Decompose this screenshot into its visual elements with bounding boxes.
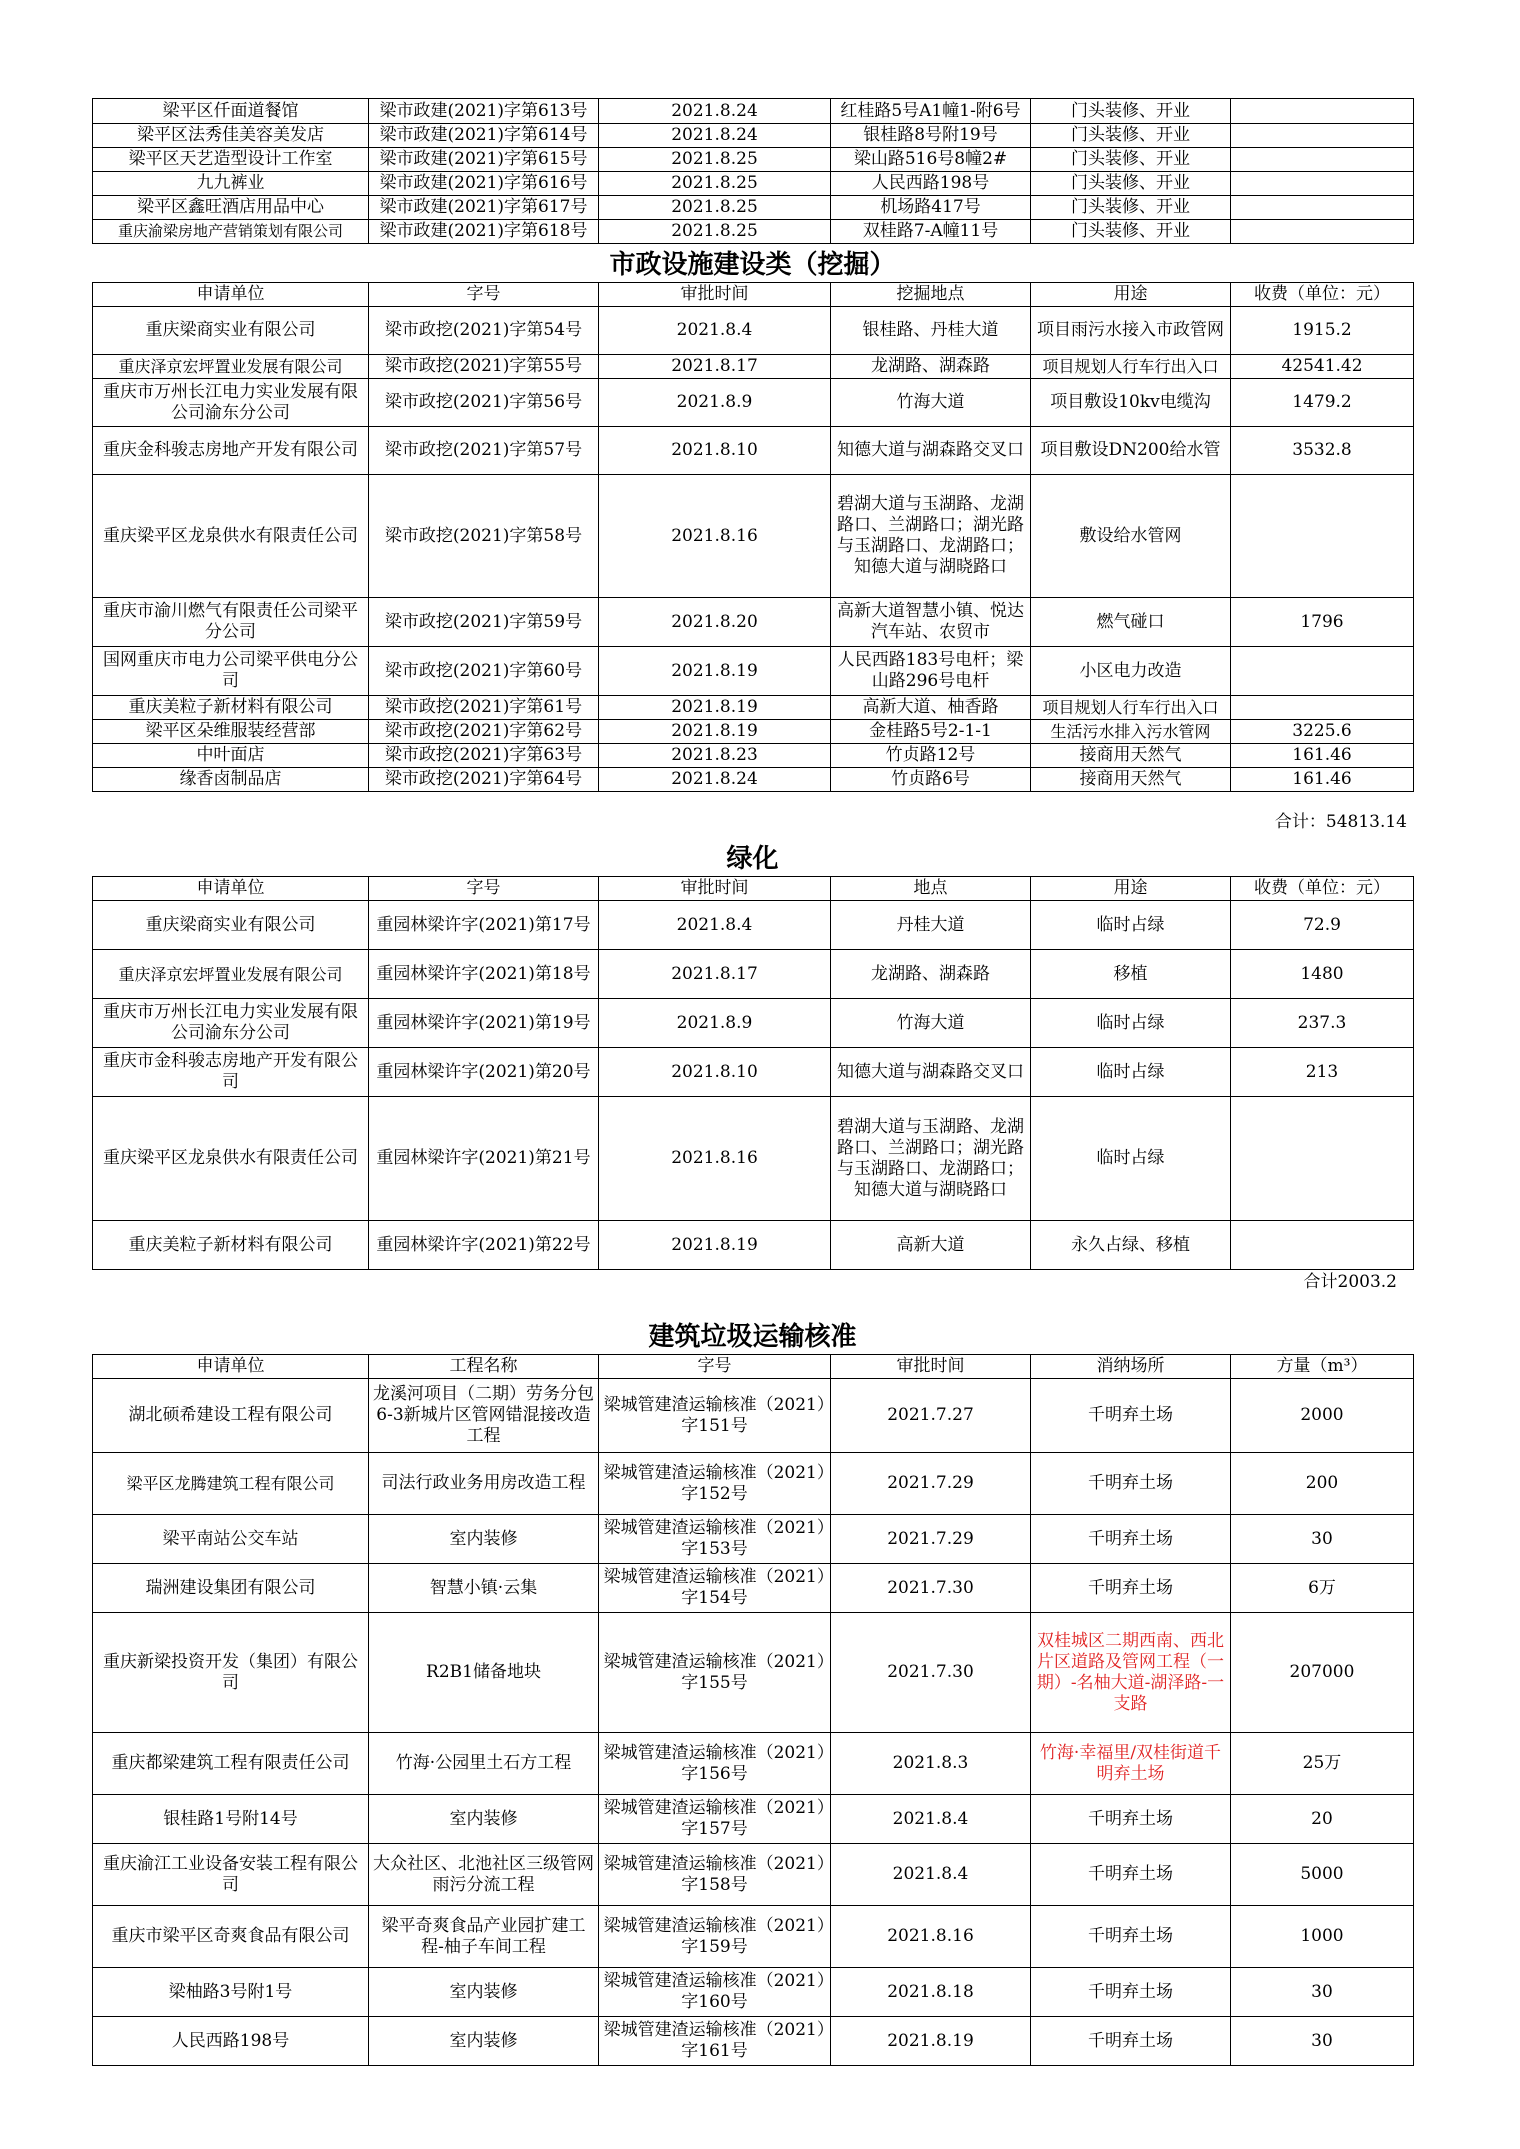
approval-date-cell: 2021.8.19 (599, 696, 831, 720)
applicant-cell: 缘香卤制品店 (93, 768, 369, 792)
fee-cell (1231, 1097, 1414, 1221)
permit-number-cell: 梁市政挖(2021)字第59号 (369, 598, 599, 647)
approval-date-cell: 2021.8.18 (831, 1968, 1031, 2017)
location-cell: 机场路417号 (831, 196, 1031, 220)
approval-date-cell: 2021.8.3 (831, 1733, 1031, 1795)
applicant-cell: 人民西路198号 (93, 2017, 369, 2066)
table-row (93, 696, 1414, 720)
approval-date-cell: 2021.8.24 (599, 124, 831, 148)
location-cell: 高新大道 (831, 1221, 1031, 1270)
purpose-cell: 门头装修、开业 (1031, 172, 1231, 196)
purpose-cell: 项目敷设10kv电缆沟 (1031, 379, 1231, 427)
volume-cell: 30 (1231, 1515, 1414, 1564)
project-name-cell: 室内装修 (369, 1968, 599, 2017)
applicant-cell: 重庆市渝川燃气有限责任公司梁平分公司 (93, 598, 369, 647)
permit-number-cell: 重园林梁许字(2021)第18号 (369, 950, 599, 999)
location-cell: 竹海大道 (831, 999, 1031, 1048)
approval-date-cell: 2021.8.9 (599, 379, 831, 427)
approval-date-cell: 2021.7.30 (831, 1613, 1031, 1733)
disposal-site-cell: 千明弃土场 (1031, 1453, 1231, 1515)
disposal-site-cell: 千明弃土场 (1031, 2017, 1231, 2066)
construction-waste-table (92, 1354, 1414, 2066)
applicant-cell: 重庆渝梁房地产营销策划有限公司 (93, 220, 369, 244)
location-cell: 高新大道、柚香路 (831, 696, 1031, 720)
purpose-cell: 门头装修、开业 (1031, 196, 1231, 220)
purpose-cell: 敷设给水管网 (1031, 475, 1231, 598)
location-cell: 丹桂大道 (831, 901, 1031, 950)
approval-date-cell: 2021.8.9 (599, 999, 831, 1048)
permit-number-cell: 梁城管建渣运输核准（2021）字161号 (599, 2017, 831, 2066)
permit-number-cell: 梁市政建(2021)字第613号 (369, 99, 599, 124)
purpose-cell: 生活污水排入污水管网 (1031, 720, 1231, 744)
approval-date-cell: 2021.8.4 (599, 307, 831, 355)
applicant-cell: 重庆新梁投资开发（集团）有限公司 (93, 1613, 369, 1733)
disposal-site-cell: 千明弃土场 (1031, 1906, 1231, 1968)
location-cell: 金桂路5号2-1-1 (831, 720, 1031, 744)
fee-cell (1231, 696, 1414, 720)
permit-number-cell: 梁市政建(2021)字第616号 (369, 172, 599, 196)
permit-number-cell: 梁市政挖(2021)字第63号 (369, 744, 599, 768)
purpose-cell: 门头装修、开业 (1031, 148, 1231, 172)
column-header: 审批时间 (831, 1355, 1031, 1379)
column-header: 收费（单位：元） (1231, 877, 1414, 901)
project-name-cell: 大众社区、北池社区三级管网雨污分流工程 (369, 1844, 599, 1906)
approval-date-cell: 2021.7.27 (831, 1379, 1031, 1453)
project-name-cell: 司法行政业务用房改造工程 (369, 1453, 599, 1515)
table-row (93, 427, 1414, 475)
approval-date-cell: 2021.7.29 (831, 1515, 1031, 1564)
approval-date-cell: 2021.8.10 (599, 427, 831, 475)
applicant-cell: 重庆都梁建筑工程有限责任公司 (93, 1733, 369, 1795)
purpose-cell: 门头装修、开业 (1031, 99, 1231, 124)
approval-date-cell: 2021.8.23 (599, 744, 831, 768)
applicant-cell: 瑞洲建设集团有限公司 (93, 1564, 369, 1613)
disposal-site-cell: 千明弃土场 (1031, 1564, 1231, 1613)
permit-number-cell: 梁城管建渣运输核准（2021）字152号 (599, 1453, 831, 1515)
permit-number-cell: 梁市政挖(2021)字第64号 (369, 768, 599, 792)
applicant-cell: 梁平区天艺造型设计工作室 (93, 148, 369, 172)
approval-date-cell: 2021.8.19 (831, 2017, 1031, 2066)
approval-date-cell: 2021.8.25 (599, 220, 831, 244)
column-header: 收费（单位：元） (1231, 283, 1414, 307)
applicant-cell: 重庆市金科骏志房地产开发有限公司 (93, 1048, 369, 1097)
approval-date-cell: 2021.8.17 (599, 950, 831, 999)
column-header: 字号 (599, 1355, 831, 1379)
applicant-cell: 梁平区鑫旺酒店用品中心 (93, 196, 369, 220)
location-cell: 竹海大道 (831, 379, 1031, 427)
section-title-greening: 绿化 (726, 844, 779, 874)
volume-cell: 1000 (1231, 1906, 1414, 1968)
table-row (93, 1795, 1414, 1844)
approval-date-cell: 2021.8.19 (599, 1221, 831, 1270)
location-cell: 龙湖路、湖森路 (831, 355, 1031, 379)
permit-number-cell: 梁城管建渣运输核准（2021）字155号 (599, 1613, 831, 1733)
table-row (93, 379, 1414, 427)
project-name-cell: 智慧小镇·云集 (369, 1564, 599, 1613)
fee-cell: 3532.8 (1231, 427, 1414, 475)
permit-number-cell: 梁城管建渣运输核准（2021）字151号 (599, 1379, 831, 1453)
approval-date-cell: 2021.8.17 (599, 355, 831, 379)
table-row (93, 901, 1414, 950)
applicant-cell: 国网重庆市电力公司梁平供电分公司 (93, 647, 369, 696)
location-cell: 人民西路198号 (831, 172, 1031, 196)
table-row (93, 768, 1414, 792)
fee-cell: 161.46 (1231, 768, 1414, 792)
purpose-cell: 接商用天然气 (1031, 744, 1231, 768)
column-header: 用途 (1031, 877, 1231, 901)
fee-cell (1231, 475, 1414, 598)
disposal-site-cell: 千明弃土场 (1031, 1844, 1231, 1906)
location-cell: 知德大道与湖森路交叉口 (831, 427, 1031, 475)
table-header-row (93, 1355, 1414, 1379)
project-name-cell: 室内装修 (369, 1515, 599, 1564)
disposal-site-cell: 竹海·幸福里/双桂街道千明弃土场 (1031, 1733, 1231, 1795)
volume-cell: 200 (1231, 1453, 1414, 1515)
permit-number-cell: 重园林梁许字(2021)第22号 (369, 1221, 599, 1270)
column-header: 申请单位 (93, 877, 369, 901)
table-row (93, 1844, 1414, 1906)
column-header: 字号 (369, 283, 599, 307)
applicant-cell: 银桂路1号附14号 (93, 1795, 369, 1844)
applicant-cell: 重庆梁平区龙泉供水有限责任公司 (93, 1097, 369, 1221)
applicant-cell: 梁平区仟面道餐馆 (93, 99, 369, 124)
volume-cell: 25万 (1231, 1733, 1414, 1795)
applicant-cell: 梁柚路3号附1号 (93, 1968, 369, 2017)
approval-date-cell: 2021.8.25 (599, 148, 831, 172)
table-row (93, 1733, 1414, 1795)
applicant-cell: 重庆市万州长江电力实业发展有限公司渝东分公司 (93, 379, 369, 427)
purpose-cell: 项目雨污水接入市政管网 (1031, 307, 1231, 355)
purpose-cell: 临时占绿 (1031, 901, 1231, 950)
fee-cell (1231, 647, 1414, 696)
purpose-cell: 门头装修、开业 (1031, 220, 1231, 244)
approval-date-cell: 2021.8.4 (831, 1844, 1031, 1906)
location-cell: 碧湖大道与玉湖路、龙湖路口、兰湖路口；湖光路与玉湖路口、龙湖路口；知德大道与湖晓路口 (831, 475, 1031, 598)
applicant-cell: 重庆泽京宏坪置业发展有限公司 (93, 950, 369, 999)
fee-cell: 1479.2 (1231, 379, 1414, 427)
applicant-cell: 湖北硕希建设工程有限公司 (93, 1379, 369, 1453)
project-name-cell: 竹海·公园里土石方工程 (369, 1733, 599, 1795)
table-row (93, 950, 1414, 999)
approval-date-cell: 2021.8.19 (599, 720, 831, 744)
purpose-cell: 临时占绿 (1031, 1097, 1231, 1221)
empty-cell (1231, 172, 1414, 196)
applicant-cell: 重庆梁商实业有限公司 (93, 901, 369, 950)
applicant-cell: 重庆渝江工业设备安装工程有限公司 (93, 1844, 369, 1906)
location-cell: 竹贞路6号 (831, 768, 1031, 792)
column-header: 方量（m³） (1231, 1355, 1414, 1379)
fee-cell: 1796 (1231, 598, 1414, 647)
column-header: 审批时间 (599, 283, 831, 307)
table-row (93, 220, 1414, 244)
volume-cell: 5000 (1231, 1844, 1414, 1906)
applicant-cell: 梁平区朵维服装经营部 (93, 720, 369, 744)
volume-cell: 20 (1231, 1795, 1414, 1844)
approval-date-cell: 2021.8.24 (599, 768, 831, 792)
approval-date-cell: 2021.8.16 (599, 1097, 831, 1221)
permit-number-cell: 梁市政挖(2021)字第54号 (369, 307, 599, 355)
purpose-cell: 门头装修、开业 (1031, 124, 1231, 148)
applicant-cell: 重庆市万州长江电力实业发展有限公司渝东分公司 (93, 999, 369, 1048)
permit-number-cell: 梁城管建渣运输核准（2021）字156号 (599, 1733, 831, 1795)
greening-total: 合计2003.2 (1303, 1272, 1397, 1292)
fee-cell (1231, 1221, 1414, 1270)
empty-cell (1231, 148, 1414, 172)
table-row (93, 647, 1414, 696)
column-header: 挖掘地点 (831, 283, 1031, 307)
project-name-cell: 龙溪河项目（二期）劳务分包6-3新城片区管网错混接改造工程 (369, 1379, 599, 1453)
table-row (93, 999, 1414, 1048)
purpose-cell: 小区电力改造 (1031, 647, 1231, 696)
table-row (93, 124, 1414, 148)
permit-number-cell: 梁市政挖(2021)字第58号 (369, 475, 599, 598)
column-header: 审批时间 (599, 877, 831, 901)
applicant-cell: 重庆市梁平区奇爽食品有限公司 (93, 1906, 369, 1968)
table-row (93, 1453, 1414, 1515)
permit-number-cell: 重园林梁许字(2021)第21号 (369, 1097, 599, 1221)
purpose-cell: 永久占绿、移植 (1031, 1221, 1231, 1270)
table-row (93, 1968, 1414, 2017)
approval-date-cell: 2021.8.25 (599, 172, 831, 196)
location-cell: 人民西路183号电杆；梁山路296号电杆 (831, 647, 1031, 696)
approval-date-cell: 2021.8.19 (599, 647, 831, 696)
applicant-cell: 重庆美粒子新材料有限公司 (93, 696, 369, 720)
table-row (93, 1379, 1414, 1453)
permit-number-cell: 梁市政挖(2021)字第56号 (369, 379, 599, 427)
empty-cell (1231, 196, 1414, 220)
project-name-cell: 室内装修 (369, 1795, 599, 1844)
permit-number-cell: 梁城管建渣运输核准（2021）字157号 (599, 1795, 831, 1844)
fee-cell: 3225.6 (1231, 720, 1414, 744)
purpose-cell: 项目规划人行车行出入口 (1031, 355, 1231, 379)
fee-cell: 237.3 (1231, 999, 1414, 1048)
table-row (93, 1906, 1414, 1968)
table-row (93, 598, 1414, 647)
table-header-row (93, 283, 1414, 307)
table-row (93, 99, 1414, 124)
applicant-cell: 重庆梁平区龙泉供水有限责任公司 (93, 475, 369, 598)
location-cell: 竹贞路12号 (831, 744, 1031, 768)
location-cell: 银桂路8号附19号 (831, 124, 1031, 148)
location-cell: 知德大道与湖森路交叉口 (831, 1048, 1031, 1097)
approval-date-cell: 2021.8.24 (599, 99, 831, 124)
table-row (93, 355, 1414, 379)
column-header: 申请单位 (93, 1355, 369, 1379)
permit-number-cell: 重园林梁许字(2021)第19号 (369, 999, 599, 1048)
table-row (93, 1564, 1414, 1613)
applicant-cell: 中叶面店 (93, 744, 369, 768)
table-header-row (93, 877, 1414, 901)
permit-number-cell: 梁市政挖(2021)字第61号 (369, 696, 599, 720)
approval-date-cell: 2021.8.20 (599, 598, 831, 647)
purpose-cell: 燃气碰口 (1031, 598, 1231, 647)
column-header: 申请单位 (93, 283, 369, 307)
table-row (93, 2017, 1414, 2066)
volume-cell: 30 (1231, 1968, 1414, 2017)
permit-number-cell: 梁城管建渣运输核准（2021）字160号 (599, 1968, 831, 2017)
volume-cell: 6万 (1231, 1564, 1414, 1613)
fee-cell: 72.9 (1231, 901, 1414, 950)
excavation-total: 合计：54813.14 (1274, 812, 1407, 832)
approval-date-cell: 2021.8.25 (599, 196, 831, 220)
volume-cell: 2000 (1231, 1379, 1414, 1453)
permit-number-cell: 梁市政建(2021)字第614号 (369, 124, 599, 148)
disposal-site-cell: 双桂城区二期西南、西北片区道路及管网工程（一期）-名柚大道-湖泽路-一支路 (1031, 1613, 1231, 1733)
table-row (93, 1613, 1414, 1733)
applicant-cell: 重庆泽京宏坪置业发展有限公司 (93, 355, 369, 379)
applicant-cell: 梁平区龙腾建筑工程有限公司 (93, 1453, 369, 1515)
location-cell: 碧湖大道与玉湖路、龙湖路口、兰湖路口；湖光路与玉湖路口、龙湖路口；知德大道与湖晓路口 (831, 1097, 1031, 1221)
fee-cell: 161.46 (1231, 744, 1414, 768)
fee-cell: 1915.2 (1231, 307, 1414, 355)
disposal-site-cell: 千明弃土场 (1031, 1515, 1231, 1564)
disposal-site-cell: 千明弃土场 (1031, 1379, 1231, 1453)
column-header: 地点 (831, 877, 1031, 901)
project-name-cell: R2B1储备地块 (369, 1613, 599, 1733)
approval-date-cell: 2021.8.16 (831, 1906, 1031, 1968)
empty-cell (1231, 124, 1414, 148)
table-row (93, 1515, 1414, 1564)
column-header: 工程名称 (369, 1355, 599, 1379)
permit-number-cell: 梁市政挖(2021)字第62号 (369, 720, 599, 744)
empty-cell (1231, 220, 1414, 244)
permit-number-cell: 梁市政挖(2021)字第55号 (369, 355, 599, 379)
location-cell: 龙湖路、湖森路 (831, 950, 1031, 999)
excavation-table (92, 282, 1414, 792)
section-title-excavation: 市政设施建设类（挖掘） (609, 250, 896, 280)
table-row (93, 744, 1414, 768)
location-cell: 高新大道智慧小镇、悦达汽车站、农贸市 (831, 598, 1031, 647)
approval-date-cell: 2021.8.10 (599, 1048, 831, 1097)
volume-cell: 207000 (1231, 1613, 1414, 1733)
table-row (93, 307, 1414, 355)
purpose-cell: 临时占绿 (1031, 1048, 1231, 1097)
permit-number-cell: 梁市政建(2021)字第618号 (369, 220, 599, 244)
permit-number-cell: 重园林梁许字(2021)第20号 (369, 1048, 599, 1097)
purpose-cell: 临时占绿 (1031, 999, 1231, 1048)
location-cell: 红桂路5号A1幢1-附6号 (831, 99, 1031, 124)
applicant-cell: 重庆金科骏志房地产开发有限公司 (93, 427, 369, 475)
disposal-site-cell: 千明弃土场 (1031, 1795, 1231, 1844)
fee-cell: 1480 (1231, 950, 1414, 999)
empty-cell (1231, 99, 1414, 124)
volume-cell: 30 (1231, 2017, 1414, 2066)
table-row (93, 1221, 1414, 1270)
permit-number-cell: 梁市政挖(2021)字第60号 (369, 647, 599, 696)
table-row (93, 148, 1414, 172)
column-header: 消纳场所 (1031, 1355, 1231, 1379)
project-name-cell: 梁平奇爽食品产业园扩建工程-柚子车间工程 (369, 1906, 599, 1968)
table-row (93, 1048, 1414, 1097)
purpose-cell: 接商用天然气 (1031, 768, 1231, 792)
table-row (93, 475, 1414, 598)
column-header: 字号 (369, 877, 599, 901)
table-row (93, 720, 1414, 744)
fee-cell: 42541.42 (1231, 355, 1414, 379)
approval-date-cell: 2021.7.30 (831, 1564, 1031, 1613)
disposal-site-cell: 千明弃土场 (1031, 1968, 1231, 2017)
applicant-cell: 九九裤业 (93, 172, 369, 196)
greening-table (92, 876, 1414, 1270)
location-cell: 双桂路7-A幢11号 (831, 220, 1031, 244)
purpose-cell: 项目敷设DN200给水管 (1031, 427, 1231, 475)
column-header: 用途 (1031, 283, 1231, 307)
continuation-table (92, 98, 1414, 244)
purpose-cell: 移植 (1031, 950, 1231, 999)
applicant-cell: 梁平南站公交车站 (93, 1515, 369, 1564)
permit-number-cell: 梁市政挖(2021)字第57号 (369, 427, 599, 475)
permit-number-cell: 梁城管建渣运输核准（2021）字154号 (599, 1564, 831, 1613)
fee-cell: 213 (1231, 1048, 1414, 1097)
permit-number-cell: 梁市政建(2021)字第615号 (369, 148, 599, 172)
approval-date-cell: 2021.8.4 (831, 1795, 1031, 1844)
table-row (93, 172, 1414, 196)
applicant-cell: 梁平区法秀佳美容美发店 (93, 124, 369, 148)
permit-number-cell: 梁市政建(2021)字第617号 (369, 196, 599, 220)
approval-date-cell: 2021.8.4 (599, 901, 831, 950)
approval-date-cell: 2021.7.29 (831, 1453, 1031, 1515)
approval-date-cell: 2021.8.16 (599, 475, 831, 598)
table-row (93, 1097, 1414, 1221)
location-cell: 梁山路516号8幢2# (831, 148, 1031, 172)
table-row (93, 196, 1414, 220)
section-title-construction-waste: 建筑垃圾运输核准 (648, 1322, 857, 1352)
purpose-cell: 项目规划人行车行出入口 (1031, 696, 1231, 720)
permit-number-cell: 梁城管建渣运输核准（2021）字159号 (599, 1906, 831, 1968)
permit-number-cell: 重园林梁许字(2021)第17号 (369, 901, 599, 950)
permit-number-cell: 梁城管建渣运输核准（2021）字153号 (599, 1515, 831, 1564)
permit-number-cell: 梁城管建渣运输核准（2021）字158号 (599, 1844, 831, 1906)
applicant-cell: 重庆美粒子新材料有限公司 (93, 1221, 369, 1270)
location-cell: 银桂路、丹桂大道 (831, 307, 1031, 355)
applicant-cell: 重庆梁商实业有限公司 (93, 307, 369, 355)
project-name-cell: 室内装修 (369, 2017, 599, 2066)
